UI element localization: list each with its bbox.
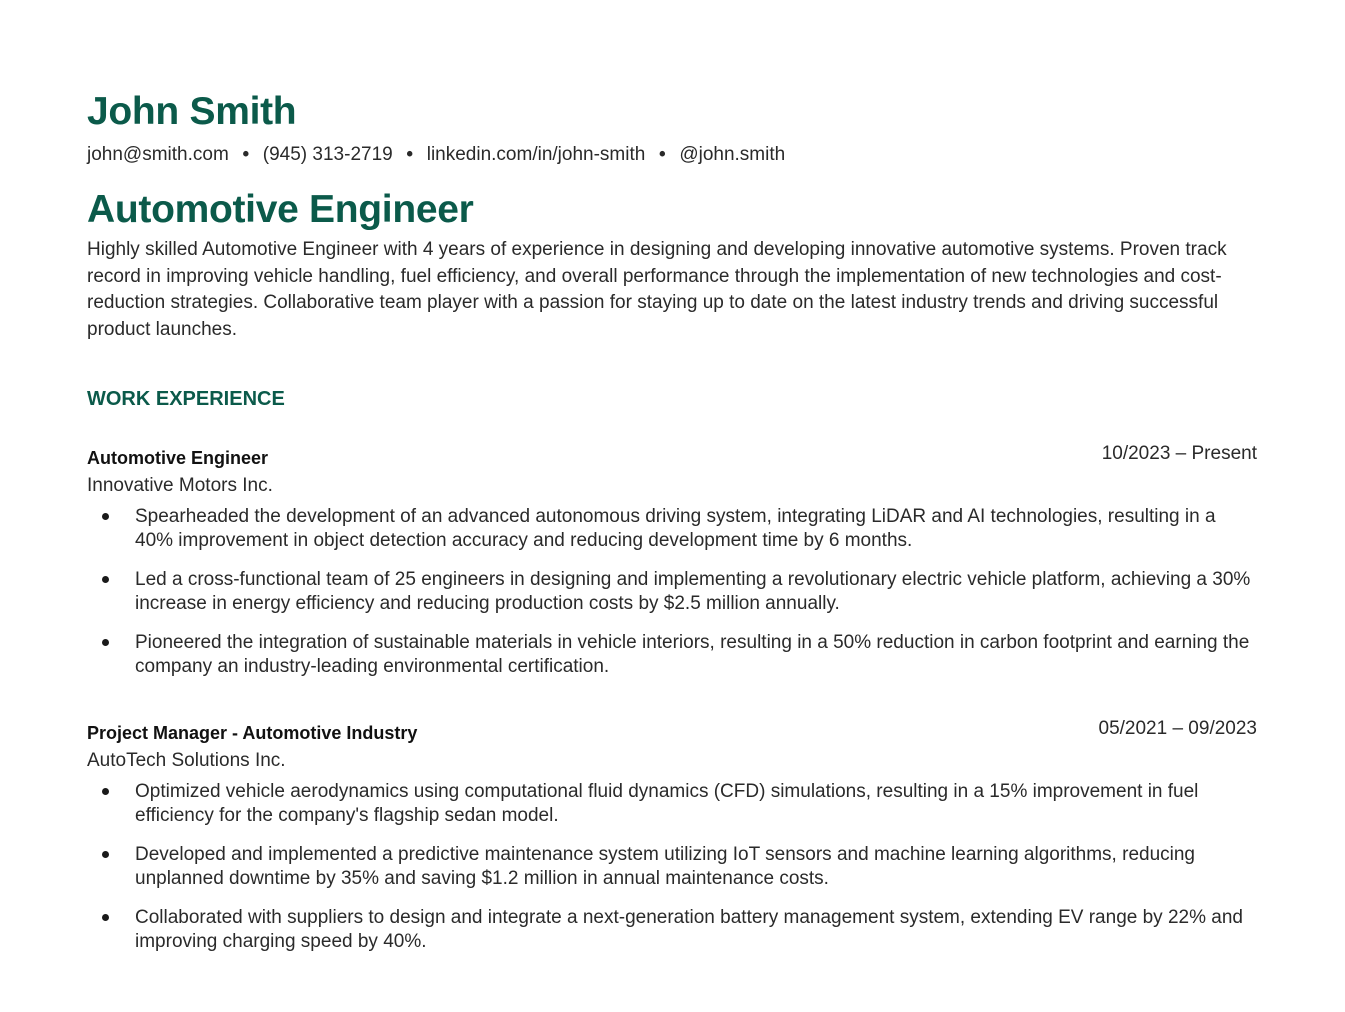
job-bullet (87, 780, 1257, 828)
contact-line (87, 142, 1257, 168)
job-role: Automotive Engineer (87, 448, 269, 468)
contact-separator: • (406, 144, 414, 165)
bullet-icon (102, 788, 109, 795)
job-bullet (87, 505, 1257, 553)
contact-separator: • (242, 144, 250, 165)
job-bullet (87, 568, 1257, 616)
job-header (87, 444, 1257, 472)
job-role: Project Manager - Automotive Industry (87, 723, 418, 743)
job-bullets (87, 780, 1257, 954)
job-bullet (87, 843, 1257, 891)
bullet-text: Developed and implemented a predictive maintenance system utilizing IoT sensors and machine learning algorithms, reducing unplanned downtime by 35% and saving $1.2 million in annual maintenance costs. (135, 844, 1196, 889)
candidate-name: John Smith (87, 90, 297, 133)
contact-separator: • (658, 144, 666, 165)
job-bullets (87, 505, 1257, 679)
bullet-text: Spearheaded the development of an advanced autonomous driving system, integrating LiDAR and AI technologies, resulting in a 40% improvement in object detection accuracy and reducing development time by 6 months. (135, 506, 1216, 551)
bullet-text: Led a cross-functional team of 25 engineers in designing and implementing a revolutionary electric vehicle platform, achieving a 30% increase in energy efficiency and reducing production costs by $2.5 million annually. (135, 569, 1251, 614)
profile-summary: Highly skilled Automotive Engineer with 4 years of experience in designing and developing innovative automotive systems. Proven track record in improving vehicle handling, fuel efficiency, and overall performance through the implementation of new technologies and cost-reduction strategies. Collaborative team player with a passion for staying up to date on the latest industry trends and driving successful product launches. (87, 239, 1227, 340)
job-company: Innovative Motors Inc. (87, 475, 273, 496)
bullet-icon (102, 513, 109, 520)
contact-linkedin[interactable]: linkedin.com/in/john-smith (426, 144, 646, 165)
job-dates: 10/2023 – Present (1101, 443, 1257, 464)
bullet-text: Collaborated with suppliers to design and integrate a next-generation battery management system, extending EV range by 22% and improving charging speed by 40%. (135, 907, 1243, 952)
contact-email[interactable]: john@smith.com (87, 144, 229, 165)
job-header (87, 719, 1257, 747)
job-title: Automotive Engineer (87, 188, 474, 231)
job-dates: 05/2021 – 09/2023 (1098, 718, 1257, 739)
bullet-icon (102, 851, 109, 858)
job-bullet (87, 906, 1257, 954)
job-company: AutoTech Solutions Inc. (87, 750, 286, 771)
contact-handle[interactable]: @john.smith (679, 144, 786, 165)
job-bullet (87, 631, 1257, 679)
bullet-text: Pioneered the integration of sustainable materials in vehicle interiors, resulting in a 50% reduction in carbon footprint and earning the company an industry-leading environmental certification. (135, 632, 1250, 677)
bullet-icon (102, 639, 109, 646)
contact-phone[interactable]: (945) 313-2719 (262, 144, 393, 165)
resume-page (87, 88, 1257, 969)
bullet-icon (102, 914, 109, 921)
section-heading-work-experience: WORK EXPERIENCE (87, 388, 285, 410)
job-entry (87, 444, 1257, 679)
bullet-icon (102, 576, 109, 583)
job-entry (87, 719, 1257, 954)
bullet-text: Optimized vehicle aerodynamics using computational fluid dynamics (CFD) simulations, resulting in a 15% improvement in fuel efficiency for the company's flagship sedan model. (135, 781, 1199, 826)
